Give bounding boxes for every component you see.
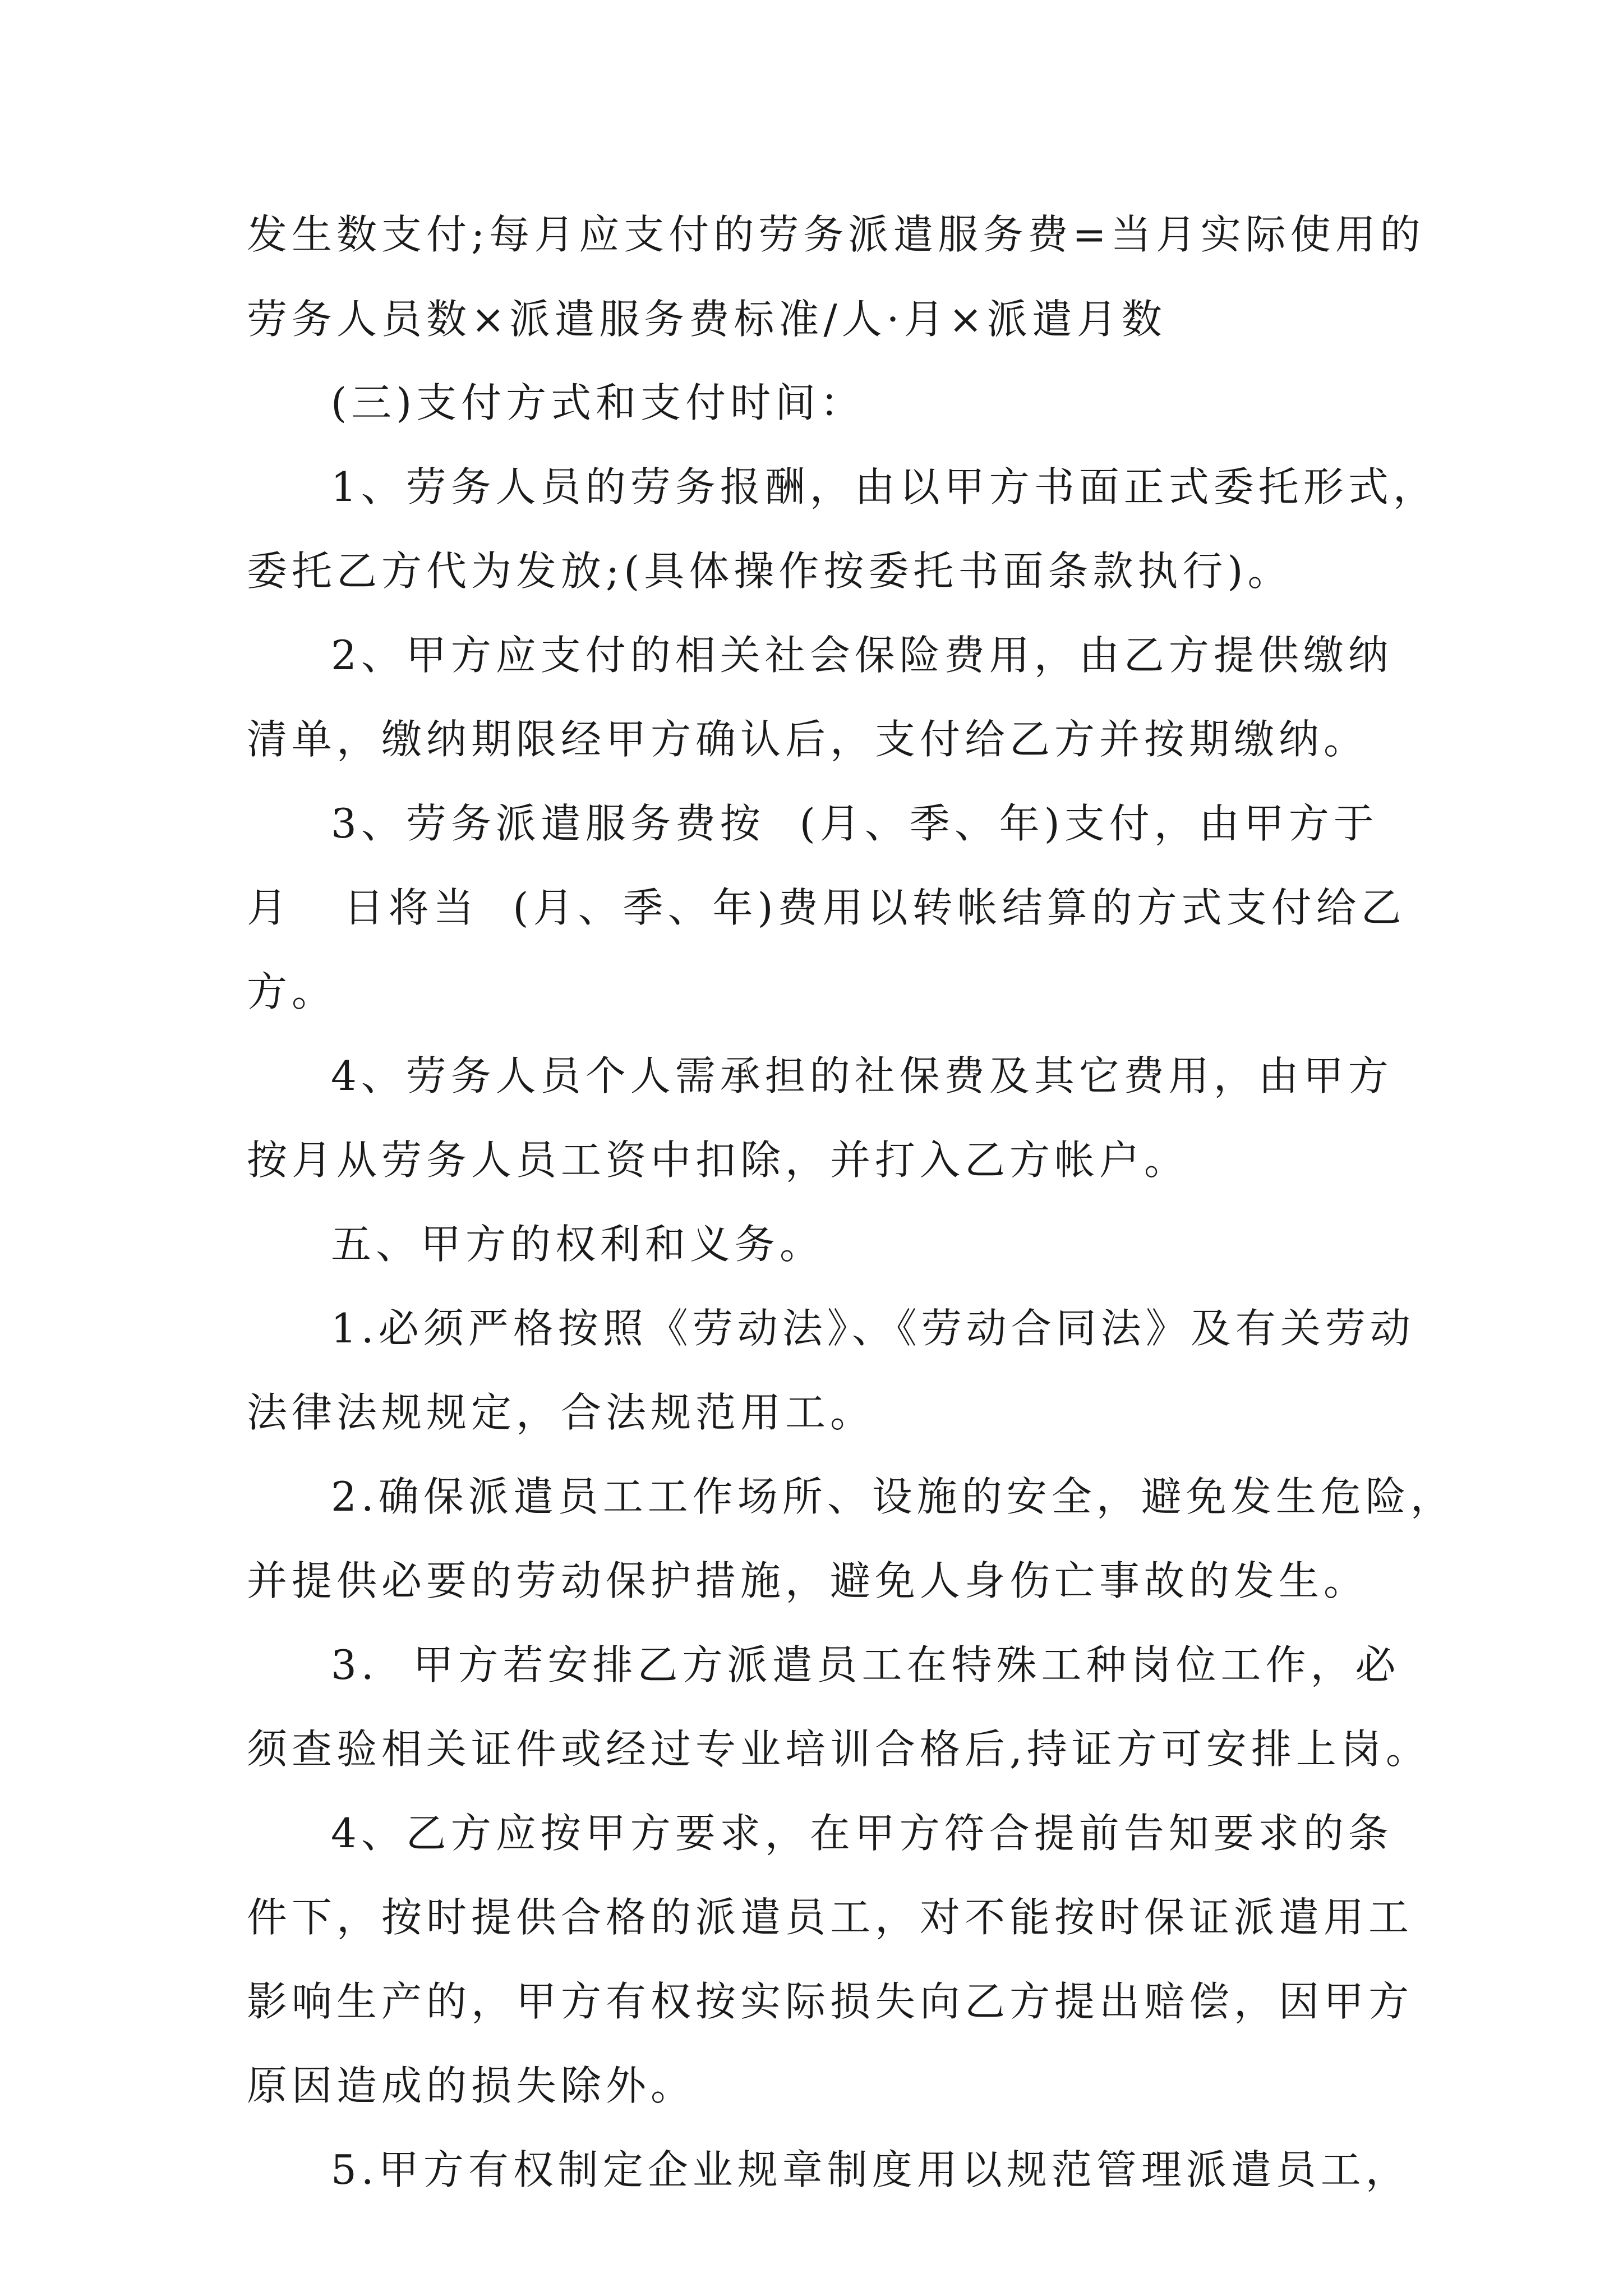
text-line: 影响生产的，甲方有权按实际损失向乙方提出赔偿，因甲方 — [247, 1978, 1414, 2025]
text-line: 4、劳务人员个人需承担的社保费及其它费用，由甲方 — [331, 1052, 1393, 1099]
text-line: 按月从劳务人员工资中扣除，并打入乙方帐户。 — [247, 1137, 1189, 1184]
text-line: 件下，按时提供合格的派遣员工，对不能按时保证派遣用工 — [247, 1894, 1414, 1941]
text-line: 月 日将当 (月、季、年)费用以转帐结算的方式支付给乙 — [247, 884, 1406, 931]
text-line: 4、乙方应按甲方要求，在甲方符合提前告知要求的条 — [331, 1810, 1393, 1857]
text-line: 劳务人员数×派遣服务费标准/人·月×派遣月数 — [247, 296, 1166, 343]
text-line: 并提供必要的劳动保护措施，避免人身伤亡事故的发生。 — [247, 1557, 1369, 1604]
text-line: 2.确保派遣员工工作场所、设施的安全，避免发生危险， — [331, 1473, 1455, 1520]
text-line: 清单，缴纳期限经甲方确认后，支付给乙方并按期缴纳。 — [247, 716, 1369, 763]
section-heading: 五、甲方的权利和义务。 — [331, 1221, 825, 1268]
text-line: 1.必须严格按照《劳动法》、《劳动合同法》及有关劳动 — [331, 1305, 1415, 1352]
text-line: 发生数支付;每月应支付的劳务派遣服务费=当月实际使用的 — [247, 211, 1425, 258]
section-heading: (三)支付方式和支付时间： — [331, 379, 865, 426]
text-line: 方。 — [247, 968, 337, 1015]
text-line: 5.甲方有权制定企业规章制度用以规范管理派遣员工， — [331, 2146, 1410, 2193]
text-line: 法律法规规定，合法规范用工。 — [247, 1389, 875, 1436]
text-line: 须查验相关证件或经过专业培训合格后,持证方可安排上岗。 — [247, 1726, 1431, 1773]
text-line: 3. 甲方若安排乙方派遣员工在特殊工种岗位工作，必 — [331, 1641, 1400, 1688]
text-line: 3、劳务派遣服务费按 (月、季、年)支付，由甲方于 — [331, 800, 1378, 847]
text-line: 1、劳务人员的劳务报酬，由以甲方书面正式委托形式， — [331, 463, 1438, 510]
text-line: 2、甲方应支付的相关社会保险费用，由乙方提供缴纳 — [331, 632, 1393, 679]
text-line: 委托乙方代为发放;(具体操作按委托书面条款执行)。 — [247, 547, 1293, 595]
text-line: 原因造成的损失除外。 — [247, 2062, 696, 2109]
